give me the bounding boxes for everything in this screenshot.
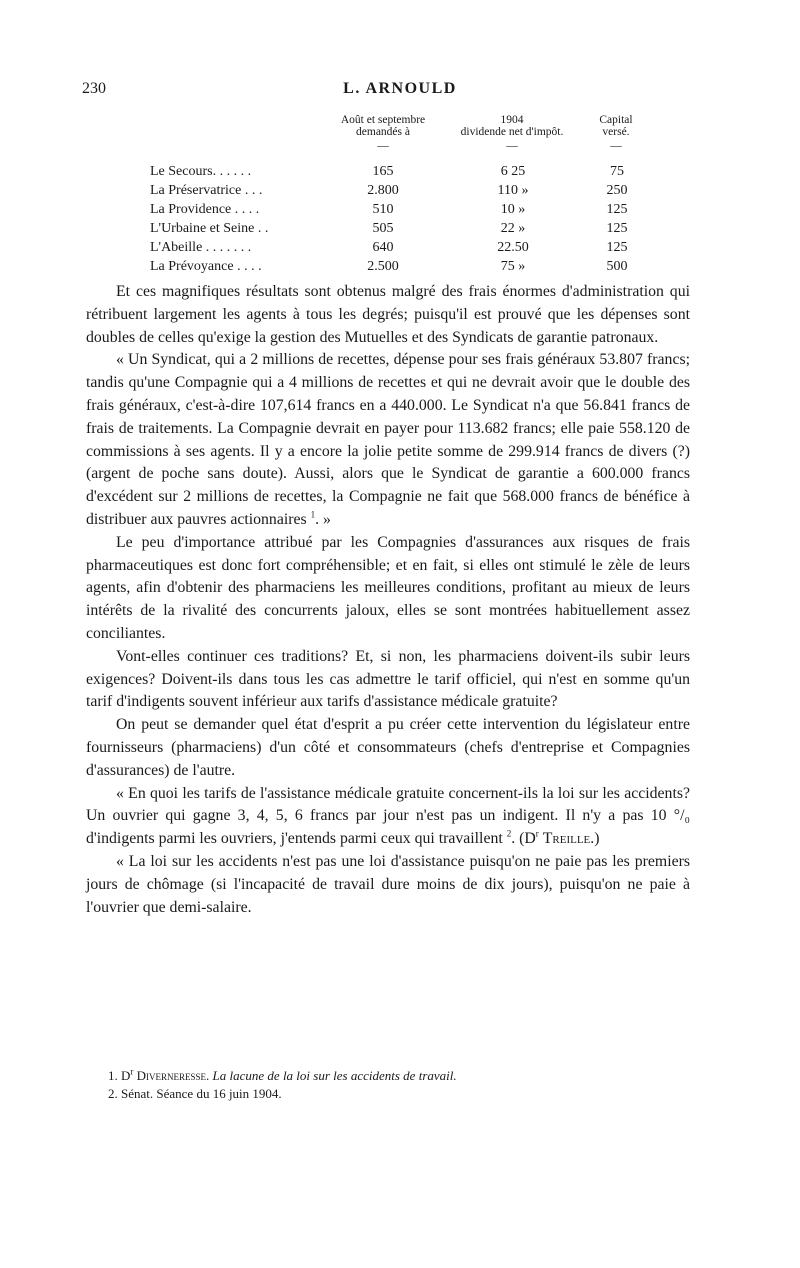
footnote-title: La lacune de la loi sur les accidents de travail. <box>212 1068 457 1083</box>
table-row <box>150 162 650 181</box>
cell-aout: 505 <box>372 221 394 236</box>
cell-dividende: 75 » <box>500 259 526 274</box>
table-row <box>150 257 650 276</box>
table-row <box>150 219 650 238</box>
paragraph: « Un Syndicat, qui a 2 millions de recettes, dépense pour ses frais généraux 53.807 francs; tandis qu'une Compagnie qui a 4 millions de recettes et qui ne devrait avoir que le double des frais généraux, c'est-à-dire 107,614 francs en a 440.000. Le Syndicat n'a que 56.841 francs de frais de traitements. La Compagnie devrait en payer pour 113.682 francs; elle paie 558.120 de commissions à ses agents. Il y a encore la jolie petite somme de 299.914 francs de divers (?) (argent de poche sans doute). Aussi, alors que le Syndicat de garantie a 600.000 francs d'excédent sur 2 millions de recettes, la Compagnie ne fait que 568.000 francs de bénéfice à distribuer aux pauvres actionnaires $^1$. » <box>86 351 690 528</box>
column-header-capital: Capital versé. — <box>599 114 633 152</box>
cell-dividende: 6 25 <box>500 164 526 179</box>
paragraph: Et ces magnifiques résultats sont obtenus malgré des frais énormes d'administration qui rétribuent largement les agents à tous les degrés; puisqu'il est prouvé que les dépenses sont doubles de celles qu'exige la gestion des Mutuelles et des Syndicats de garantie patronaux. <box>86 283 690 346</box>
company-name: L'Abeille . . . . . . . <box>150 240 252 255</box>
footnote-author: Diverneresse <box>136 1068 207 1083</box>
table-row <box>150 200 650 219</box>
page-number: 230 <box>82 80 106 97</box>
cell-aout: 640 <box>372 240 394 255</box>
cell-capital: 125 <box>606 221 628 236</box>
company-name: La Prévoyance . . . . <box>150 259 262 274</box>
paragraph: Vont-elles continuer ces traditions? Et, si non, les pharmaciens doivent-ils subir leurs exigences? Doivent-ils dans tous les cas admettre le tarif officiel, qui n'est en somme qu'un tarif d'indigents souvent inférieur aux tarifs d'assistance médicale gratuite? <box>86 647 690 711</box>
company-name: La Préservatrice . . . <box>150 183 263 198</box>
paragraph: On peut se demander quel état d'esprit a pu créer cette intervention du législateur entre fournisseurs (pharmaciens) d'un côté et consommateurs (chefs d'entreprise et Compagnies d'assurances) de l'autre. <box>86 716 690 779</box>
column-header-dividende: 1904 dividende net d'impôt. — <box>460 114 564 152</box>
cell-aout: 165 <box>372 164 394 179</box>
cell-aout: 510 <box>372 202 394 217</box>
paragraph: « En quoi les tarifs de l'assistance médicale gratuite concernent-ils la loi sur les accidents? Un ouvrier qui gagne 3, 4, 5, 6 francs par jour n'est pas un indigent. Il n'y a pas 10 °/₀ d'indigents parmi les ouvriers, j'entends parmi ceux qui travaillent $^2$. ($D^r$ Treille.) <box>86 784 690 848</box>
paragraph: « La loi sur les accidents n'est pas une loi d'assistance puisqu'on ne paie pas les premiers jours de chômage (si l'incapacité de travail dure moins de dix jours), puisqu'on ne paie à l'ouvrier que demi-salaire. <box>86 852 690 916</box>
table-row <box>150 181 650 200</box>
footnote-ref: 1 <box>310 509 316 520</box>
cell-capital: 125 <box>606 240 628 255</box>
company-name: Le Secours. . . . . . <box>150 164 252 179</box>
cell-capital: 250 <box>606 183 628 198</box>
cell-dividende: 10 » <box>500 202 526 217</box>
cell-dividende: 110 » <box>497 183 529 198</box>
cell-capital: 125 <box>606 202 628 217</box>
company-name: La Providence . . . . <box>150 202 260 217</box>
footnote-ref: 2 <box>506 828 512 839</box>
running-head <box>82 80 718 102</box>
cell-aout: 2.800 <box>367 183 399 198</box>
footnote: 2. Sénat. Séance du 16 juin 1904. <box>108 1086 282 1101</box>
cell-dividende: 22.50 <box>497 240 529 255</box>
body-text <box>86 281 690 919</box>
cell-capital: 500 <box>606 259 628 274</box>
citation-name: Treille <box>542 830 591 848</box>
table-header <box>150 114 650 162</box>
company-name: L'Urbaine et Seine . . <box>150 221 269 236</box>
footnote: 1. $D^r$ Diverneresse. La lacune de la loi sur les accidents de travail. <box>108 1066 457 1083</box>
footnotes <box>86 1067 690 1103</box>
insurance-table <box>150 114 650 276</box>
running-title: L. ARNOULD <box>343 80 457 97</box>
column-header-aout: Août et septembre demandés à — <box>340 114 426 152</box>
cell-dividende: 22 » <box>500 221 526 236</box>
cell-capital: 75 <box>610 164 624 179</box>
cell-aout: 2.500 <box>367 259 399 274</box>
table-row <box>150 238 650 257</box>
paragraph: Le peu d'importance attribué par les Compagnies d'assurances aux risques de frais pharmaceutiques est donc fort compréhensible; et en fait, si elles ont stimulé le zèle de leurs agents, afin d'obtenir des pharmaciens les meilleures conditions, profitant au mieux de leurs intérêts de la rivalité des concurrents jaloux, elles se sont montrées habituellement assez conciliantes. <box>86 533 690 642</box>
